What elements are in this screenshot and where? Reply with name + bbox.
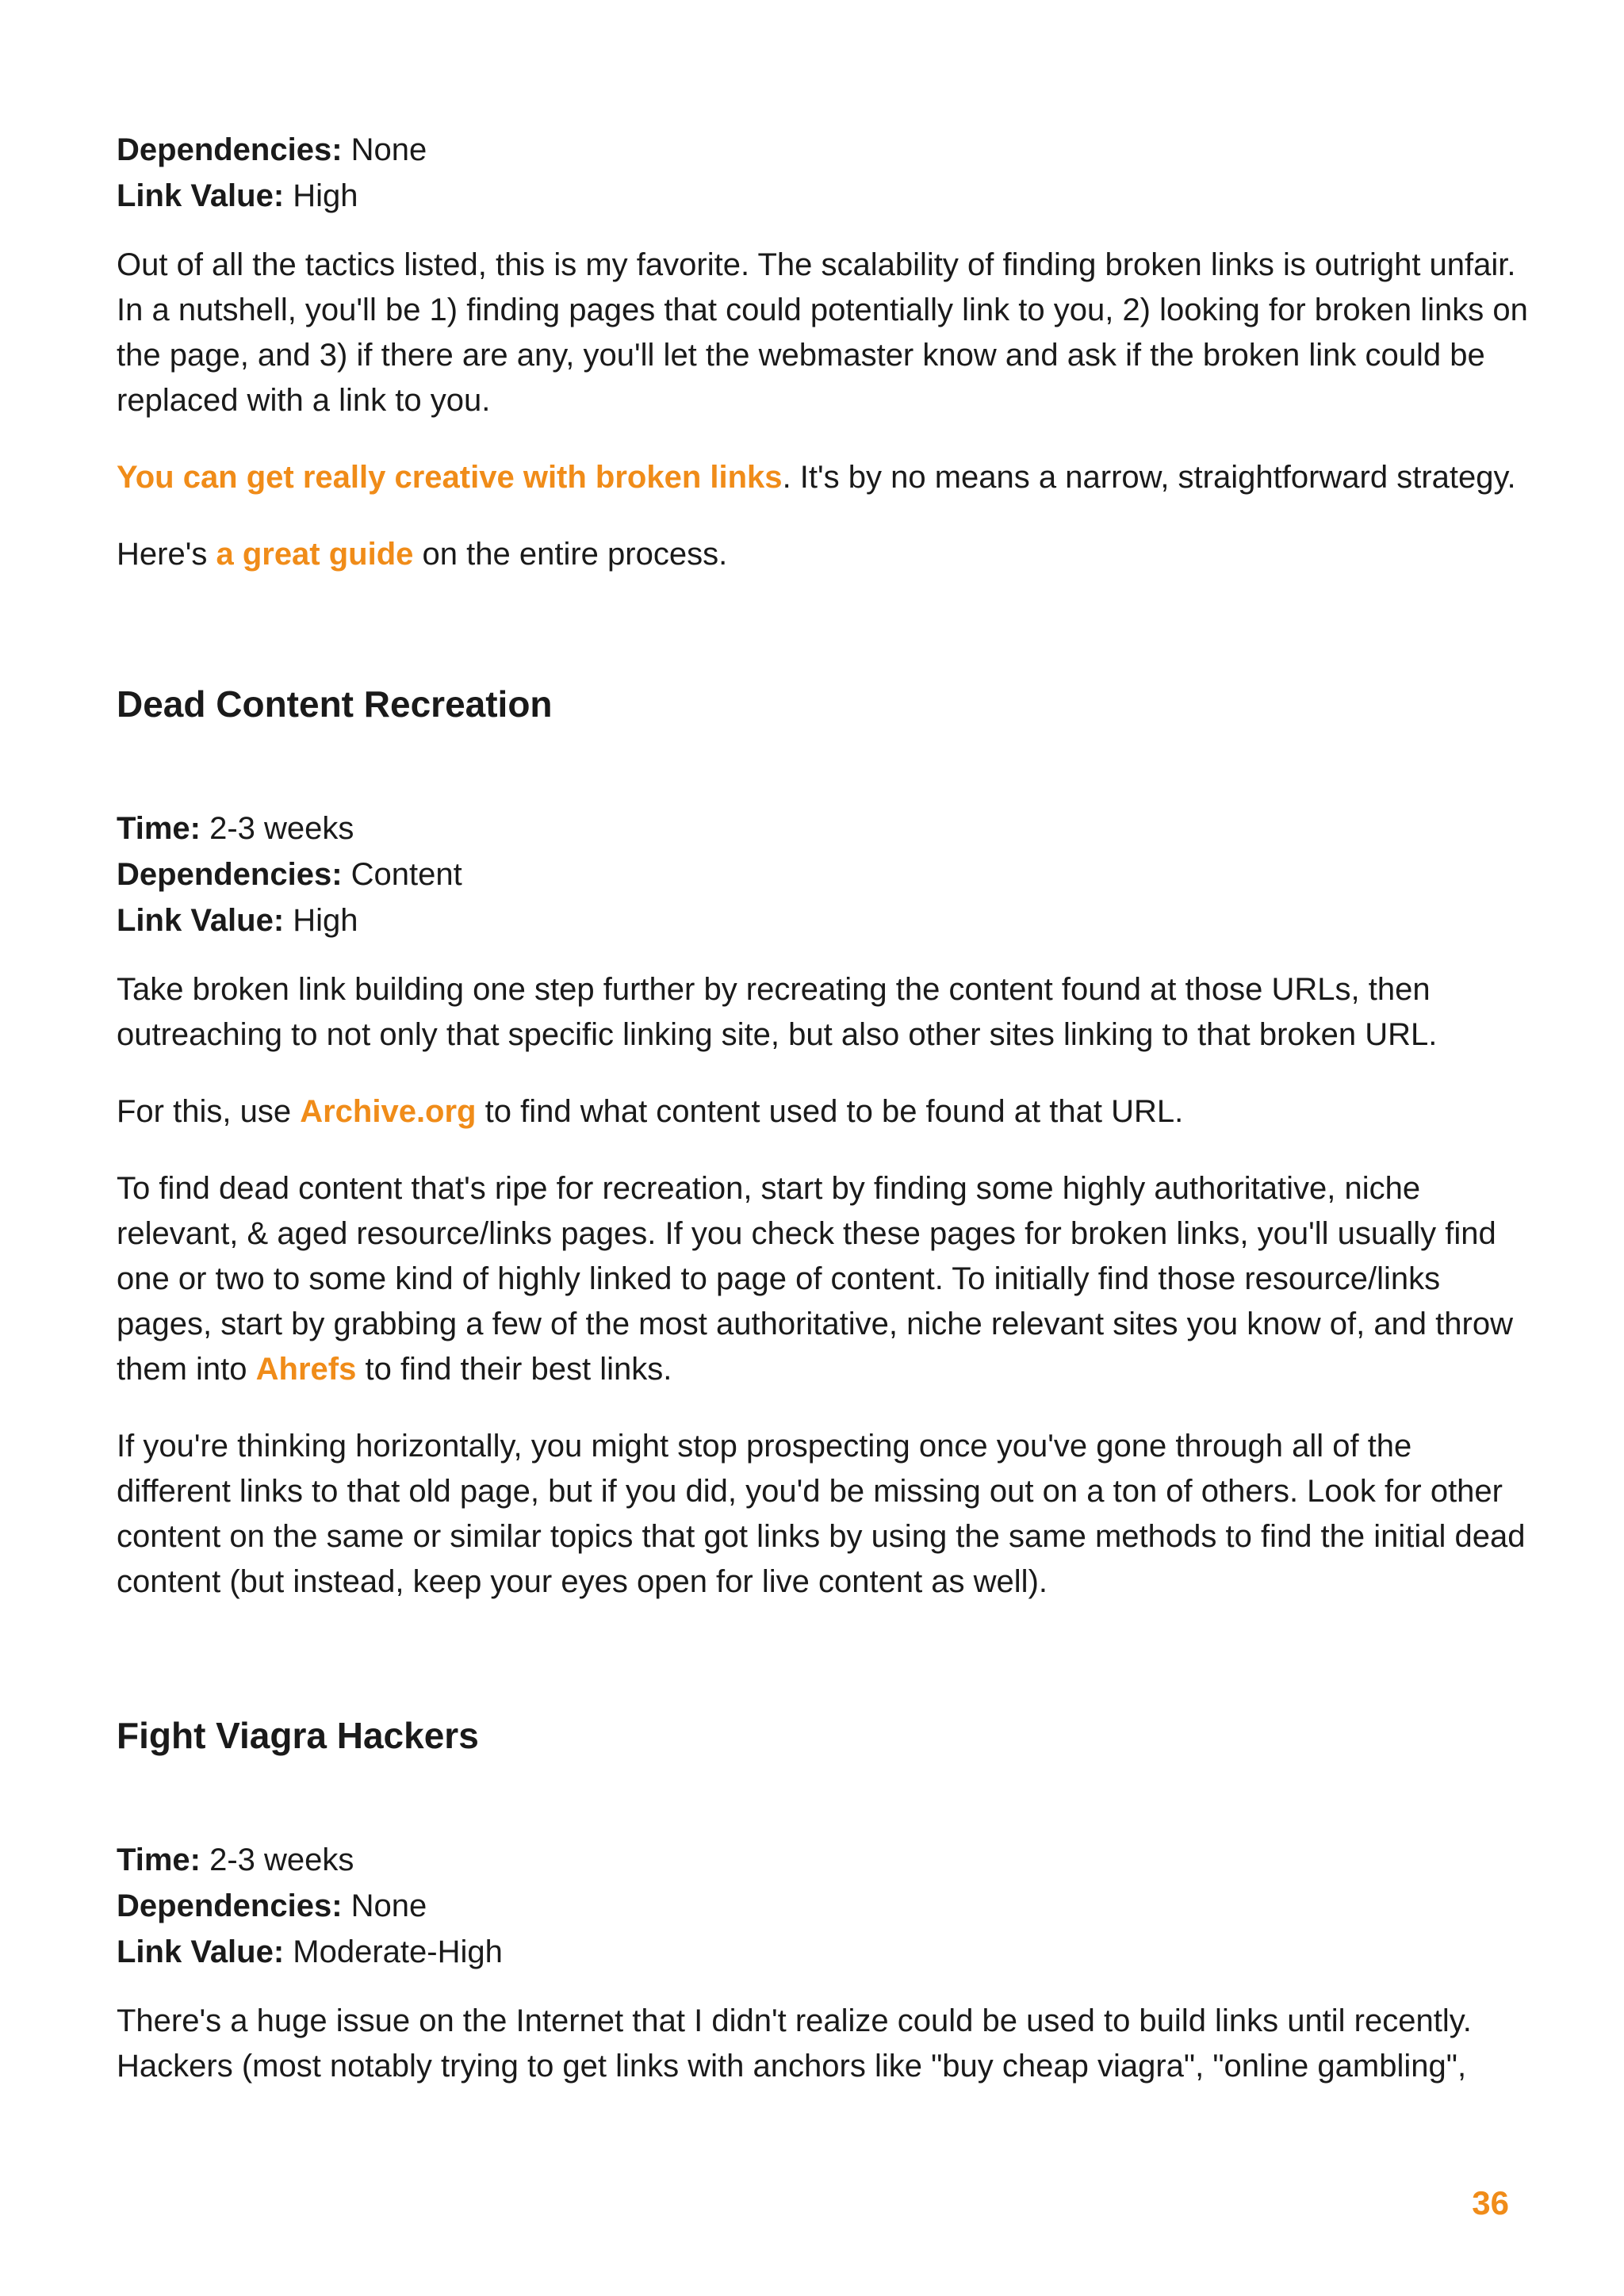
creative-broken-links-link[interactable]: You can get really creative with broken links xyxy=(117,460,783,495)
section1-paragraph-3: To find dead content that's ripe for recreation, start by finding some highly authoritative, niche relevant, & aged resource/links pages. If you check these pages for broken links, you'll usually find one or two to some kind of highly linked to page of content. To initially find those resource/links pages, start by grabbing a few of the most authoritative, niche relevant sites you know of, and throw them into Ahrefs to find their best links. xyxy=(117,1171,1513,1387)
archive-org-link[interactable]: Archive.org xyxy=(300,1094,477,1129)
section-title-dead-content: Dead Content Recreation xyxy=(117,683,553,725)
meta-dependencies: Dependencies: None xyxy=(117,1888,427,1923)
meta-time: Time: 2-3 weeks xyxy=(117,811,354,846)
section1-paragraph-1: Take broken link building one step further by recreating the content found at those URLs, then outreaching to not only that specific linking site, but also other sites linking to that broken URL. xyxy=(117,972,1438,1052)
ahrefs-link[interactable]: Ahrefs xyxy=(255,1352,357,1387)
meta-link-value: Link Value: Moderate-High xyxy=(117,1934,503,1969)
document-page xyxy=(117,127,1528,2089)
meta-time: Time: 2-3 weeks xyxy=(117,1843,354,1877)
section1-paragraph-2: For this, use Archive.org to find what content used to be found at that URL. xyxy=(117,1094,1184,1129)
great-guide-link[interactable]: a great guide xyxy=(216,537,414,572)
page-number: 36 xyxy=(1472,2184,1509,2221)
section-title-fight-viagra-hackers: Fight Viagra Hackers xyxy=(117,1715,479,1756)
intro-meta xyxy=(117,127,1528,219)
meta-link-value: Link Value: High xyxy=(117,903,358,938)
intro-paragraph-3: Here's a great guide on the entire process. xyxy=(117,537,728,572)
meta-dependencies: Dependencies: None xyxy=(117,132,427,167)
meta-dependencies: Dependencies: Content xyxy=(117,857,462,892)
section1-meta xyxy=(117,806,1528,943)
intro-paragraph-2: You can get really creative with broken links. It's by no means a narrow, straightforward strategy. xyxy=(117,460,1516,495)
intro-paragraph-1: Out of all the tactics listed, this is my favorite. The scalability of finding broken links is outright unfair. In a nutshell, you'll be 1) finding pages that could potentially link to you, 2) looking for broken links on the page, and 3) if there are any, you'll let the webmaster know and ask if the broken link could be replaced with a link to you. xyxy=(117,247,1528,418)
section2-paragraph-1: There's a huge issue on the Internet that I didn't realize could be used to build links until recently. Hackers (most notably trying to get links with anchors like "buy cheap viagra", "online gambling", xyxy=(117,2003,1472,2084)
section1-paragraph-4: If you're thinking horizontally, you might stop prospecting once you've gone through all of the different links to that old page, but if you did, you'd be missing out on a ton of others. Look for other content on the same or similar topics that got links by using the same methods to find the initial dead content (but instead, keep your eyes open for live content as well). xyxy=(117,1429,1526,1599)
section2-meta xyxy=(117,1837,1528,1975)
meta-link-value: Link Value: High xyxy=(117,178,358,213)
